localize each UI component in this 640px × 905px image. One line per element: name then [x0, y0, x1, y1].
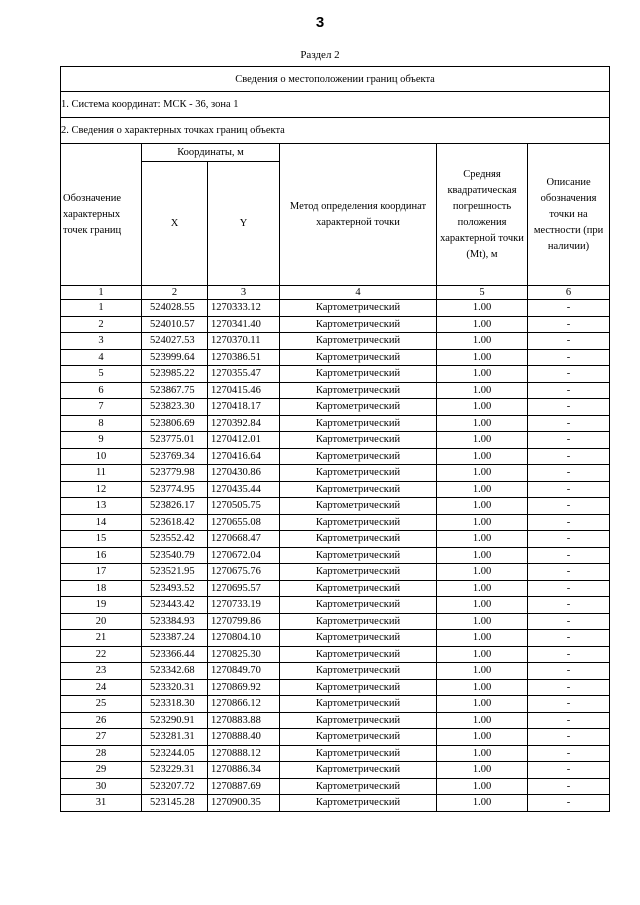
cell-y: 1270900.35 [208, 795, 280, 812]
cell-num: 15 [61, 531, 142, 548]
cell-y: 1270430.86 [208, 465, 280, 482]
cell-y: 1270672.04 [208, 547, 280, 564]
cell-method: Картометрический [280, 795, 437, 812]
cell-mt: 1.00 [437, 597, 528, 614]
header-y: Y [208, 162, 280, 286]
cell-x: 523145.28 [142, 795, 208, 812]
cell-method: Картометрический [280, 663, 437, 680]
cell-num: 26 [61, 712, 142, 729]
cell-y: 1270883.88 [208, 712, 280, 729]
cell-x: 523493.52 [142, 580, 208, 597]
table-row [61, 795, 610, 812]
cell-method: Картометрический [280, 762, 437, 779]
cell-desc: - [528, 432, 610, 449]
table-row [61, 745, 610, 762]
cell-y: 1270804.10 [208, 630, 280, 647]
cell-mt: 1.00 [437, 778, 528, 795]
table-body [61, 300, 610, 812]
cell-num: 12 [61, 481, 142, 498]
cell-method: Картометрический [280, 613, 437, 630]
cell-mt: 1.00 [437, 316, 528, 333]
cell-num: 6 [61, 382, 142, 399]
header-x: X [142, 162, 208, 286]
cell-y: 1270655.08 [208, 514, 280, 531]
cell-method: Картометрический [280, 646, 437, 663]
coordinate-system-line: 1. Система координат: МСК - 36, зона 1 [61, 92, 610, 118]
table-row [61, 646, 610, 663]
cell-desc: - [528, 300, 610, 317]
table-row [61, 778, 610, 795]
cell-num: 25 [61, 696, 142, 713]
cell-x: 523806.69 [142, 415, 208, 432]
table-row [61, 415, 610, 432]
cell-desc: - [528, 778, 610, 795]
table-row [61, 696, 610, 713]
cell-method: Картометрический [280, 316, 437, 333]
table-row [61, 366, 610, 383]
cell-num: 8 [61, 415, 142, 432]
cell-x: 523779.98 [142, 465, 208, 482]
cell-x: 524028.55 [142, 300, 208, 317]
table-title: Сведения о местоположении границ объекта [61, 67, 610, 92]
cell-mt: 1.00 [437, 630, 528, 647]
cell-num: 1 [61, 300, 142, 317]
cell-mt: 1.00 [437, 795, 528, 812]
column-number: 6 [528, 286, 610, 300]
cell-method: Картометрический [280, 465, 437, 482]
cell-desc: - [528, 580, 610, 597]
cell-mt: 1.00 [437, 432, 528, 449]
cell-x: 523774.95 [142, 481, 208, 498]
cell-num: 7 [61, 399, 142, 416]
cell-x: 523867.75 [142, 382, 208, 399]
cell-desc: - [528, 696, 610, 713]
cell-desc: - [528, 547, 610, 564]
cell-x: 523366.44 [142, 646, 208, 663]
cell-y: 1270668.47 [208, 531, 280, 548]
cell-y: 1270675.76 [208, 564, 280, 581]
table-row [61, 300, 610, 317]
cell-desc: - [528, 679, 610, 696]
cell-x: 523318.30 [142, 696, 208, 713]
cell-method: Картометрический [280, 300, 437, 317]
header-error: Средняя квадратическая погрешность положения характерной точки (Mt), м [437, 144, 528, 286]
column-number: 2 [142, 286, 208, 300]
cell-desc: - [528, 564, 610, 581]
column-number: 4 [280, 286, 437, 300]
cell-desc: - [528, 333, 610, 350]
cell-desc: - [528, 415, 610, 432]
table-row [61, 481, 610, 498]
cell-num: 5 [61, 366, 142, 383]
table-row [61, 333, 610, 350]
cell-y: 1270888.40 [208, 729, 280, 746]
cell-desc: - [528, 531, 610, 548]
cell-mt: 1.00 [437, 366, 528, 383]
cell-x: 523207.72 [142, 778, 208, 795]
cell-num: 11 [61, 465, 142, 482]
cell-desc: - [528, 481, 610, 498]
table-row [61, 514, 610, 531]
cell-num: 19 [61, 597, 142, 614]
cell-num: 17 [61, 564, 142, 581]
table-row [61, 432, 610, 449]
cell-mt: 1.00 [437, 514, 528, 531]
table-row [61, 712, 610, 729]
cell-num: 14 [61, 514, 142, 531]
cell-mt: 1.00 [437, 613, 528, 630]
cell-num: 13 [61, 498, 142, 515]
cell-mt: 1.00 [437, 547, 528, 564]
cell-mt: 1.00 [437, 333, 528, 350]
cell-desc: - [528, 663, 610, 680]
cell-mt: 1.00 [437, 399, 528, 416]
cell-x: 523618.42 [142, 514, 208, 531]
cell-mt: 1.00 [437, 762, 528, 779]
cell-x: 523823.30 [142, 399, 208, 416]
cell-y: 1270869.92 [208, 679, 280, 696]
column-number: 1 [61, 286, 142, 300]
cell-num: 23 [61, 663, 142, 680]
points-section-line: 2. Сведения о характерных точках границ объекта [61, 118, 610, 144]
cell-desc: - [528, 366, 610, 383]
cell-x: 523999.64 [142, 349, 208, 366]
cell-desc: - [528, 382, 610, 399]
cell-desc: - [528, 514, 610, 531]
cell-method: Картометрический [280, 514, 437, 531]
cell-y: 1270416.64 [208, 448, 280, 465]
column-number: 5 [437, 286, 528, 300]
table-row [61, 448, 610, 465]
cell-mt: 1.00 [437, 382, 528, 399]
cell-method: Картометрический [280, 432, 437, 449]
header-method: Метод определения координат характерной точки [280, 144, 437, 286]
table-row [61, 580, 610, 597]
cell-y: 1270386.51 [208, 349, 280, 366]
cell-method: Картометрический [280, 349, 437, 366]
cell-mt: 1.00 [437, 679, 528, 696]
cell-method: Картометрический [280, 679, 437, 696]
cell-mt: 1.00 [437, 580, 528, 597]
table-row [61, 679, 610, 696]
cell-desc: - [528, 729, 610, 746]
cell-mt: 1.00 [437, 712, 528, 729]
cell-mt: 1.00 [437, 415, 528, 432]
cell-y: 1270505.75 [208, 498, 280, 515]
cell-mt: 1.00 [437, 696, 528, 713]
cell-x: 524010.57 [142, 316, 208, 333]
cell-y: 1270849.70 [208, 663, 280, 680]
cell-desc: - [528, 745, 610, 762]
cell-num: 16 [61, 547, 142, 564]
cell-num: 20 [61, 613, 142, 630]
cell-method: Картометрический [280, 597, 437, 614]
cell-num: 22 [61, 646, 142, 663]
table-row [61, 762, 610, 779]
cell-desc: - [528, 646, 610, 663]
cell-desc: - [528, 795, 610, 812]
cell-method: Картометрический [280, 382, 437, 399]
cell-mt: 1.00 [437, 481, 528, 498]
cell-num: 31 [61, 795, 142, 812]
cell-x: 523775.01 [142, 432, 208, 449]
table-row [61, 465, 610, 482]
cell-mt: 1.00 [437, 531, 528, 548]
cell-method: Картометрический [280, 745, 437, 762]
cell-x: 523290.91 [142, 712, 208, 729]
cell-num: 27 [61, 729, 142, 746]
cell-desc: - [528, 498, 610, 515]
cell-x: 523229.31 [142, 762, 208, 779]
cell-x: 523244.05 [142, 745, 208, 762]
table-row [61, 597, 610, 614]
table-row [61, 729, 610, 746]
cell-y: 1270412.01 [208, 432, 280, 449]
table-row [61, 531, 610, 548]
cell-method: Картометрический [280, 498, 437, 515]
cell-x: 523540.79 [142, 547, 208, 564]
cell-x: 523384.93 [142, 613, 208, 630]
cell-desc: - [528, 316, 610, 333]
cell-x: 523521.95 [142, 564, 208, 581]
cell-desc: - [528, 399, 610, 416]
cell-method: Картометрический [280, 712, 437, 729]
cell-mt: 1.00 [437, 646, 528, 663]
section-label: Раздел 2 [300, 49, 340, 61]
cell-num: 4 [61, 349, 142, 366]
cell-mt: 1.00 [437, 745, 528, 762]
cell-method: Картометрический [280, 415, 437, 432]
cell-mt: 1.00 [437, 300, 528, 317]
cell-method: Картометрический [280, 547, 437, 564]
cell-y: 1270370.11 [208, 333, 280, 350]
header-coordinates: Координаты, м [142, 144, 280, 162]
cell-mt: 1.00 [437, 498, 528, 515]
cell-y: 1270415.46 [208, 382, 280, 399]
cell-desc: - [528, 712, 610, 729]
coordinates-table [60, 66, 610, 812]
cell-num: 21 [61, 630, 142, 647]
cell-method: Картометрический [280, 448, 437, 465]
cell-x: 523387.24 [142, 630, 208, 647]
table-row [61, 382, 610, 399]
cell-num: 10 [61, 448, 142, 465]
cell-desc: - [528, 465, 610, 482]
cell-method: Картометрический [280, 630, 437, 647]
cell-y: 1270418.17 [208, 399, 280, 416]
cell-method: Картометрический [280, 580, 437, 597]
table-row [61, 349, 610, 366]
cell-mt: 1.00 [437, 448, 528, 465]
cell-method: Картометрический [280, 399, 437, 416]
cell-num: 29 [61, 762, 142, 779]
table-row [61, 399, 610, 416]
cell-y: 1270799.86 [208, 613, 280, 630]
header-point: Обозначение характерных точек границ [61, 144, 142, 286]
cell-method: Картометрический [280, 696, 437, 713]
cell-mt: 1.00 [437, 564, 528, 581]
cell-y: 1270866.12 [208, 696, 280, 713]
table-row [61, 316, 610, 333]
cell-x: 523552.42 [142, 531, 208, 548]
cell-num: 18 [61, 580, 142, 597]
cell-x: 523443.42 [142, 597, 208, 614]
cell-x: 523342.68 [142, 663, 208, 680]
cell-y: 1270825.30 [208, 646, 280, 663]
cell-method: Картометрический [280, 729, 437, 746]
table-row [61, 663, 610, 680]
cell-y: 1270887.69 [208, 778, 280, 795]
cell-desc: - [528, 349, 610, 366]
table-row [61, 564, 610, 581]
cell-y: 1270355.47 [208, 366, 280, 383]
cell-num: 28 [61, 745, 142, 762]
page-number: 3 [315, 14, 325, 31]
cell-x: 523826.17 [142, 498, 208, 515]
cell-mt: 1.00 [437, 349, 528, 366]
cell-y: 1270886.34 [208, 762, 280, 779]
cell-num: 3 [61, 333, 142, 350]
cell-x: 524027.53 [142, 333, 208, 350]
cell-method: Картометрический [280, 333, 437, 350]
cell-y: 1270888.12 [208, 745, 280, 762]
cell-y: 1270333.12 [208, 300, 280, 317]
cell-method: Картометрический [280, 481, 437, 498]
cell-x: 523281.31 [142, 729, 208, 746]
cell-method: Картометрический [280, 564, 437, 581]
table-row [61, 498, 610, 515]
cell-method: Картометрический [280, 366, 437, 383]
cell-y: 1270733.19 [208, 597, 280, 614]
cell-y: 1270695.57 [208, 580, 280, 597]
column-number: 3 [208, 286, 280, 300]
table-row [61, 630, 610, 647]
cell-num: 24 [61, 679, 142, 696]
header-description: Описание обозначения точки на местности (при наличии) [528, 144, 610, 286]
cell-x: 523985.22 [142, 366, 208, 383]
cell-desc: - [528, 448, 610, 465]
cell-mt: 1.00 [437, 465, 528, 482]
cell-mt: 1.00 [437, 729, 528, 746]
cell-y: 1270435.44 [208, 481, 280, 498]
cell-desc: - [528, 630, 610, 647]
cell-num: 30 [61, 778, 142, 795]
cell-x: 523320.31 [142, 679, 208, 696]
table-row [61, 547, 610, 564]
cell-num: 2 [61, 316, 142, 333]
table-row [61, 613, 610, 630]
cell-y: 1270392.84 [208, 415, 280, 432]
cell-y: 1270341.40 [208, 316, 280, 333]
cell-desc: - [528, 762, 610, 779]
cell-method: Картометрический [280, 531, 437, 548]
cell-desc: - [528, 597, 610, 614]
cell-desc: - [528, 613, 610, 630]
cell-mt: 1.00 [437, 663, 528, 680]
cell-x: 523769.34 [142, 448, 208, 465]
cell-num: 9 [61, 432, 142, 449]
cell-method: Картометрический [280, 778, 437, 795]
